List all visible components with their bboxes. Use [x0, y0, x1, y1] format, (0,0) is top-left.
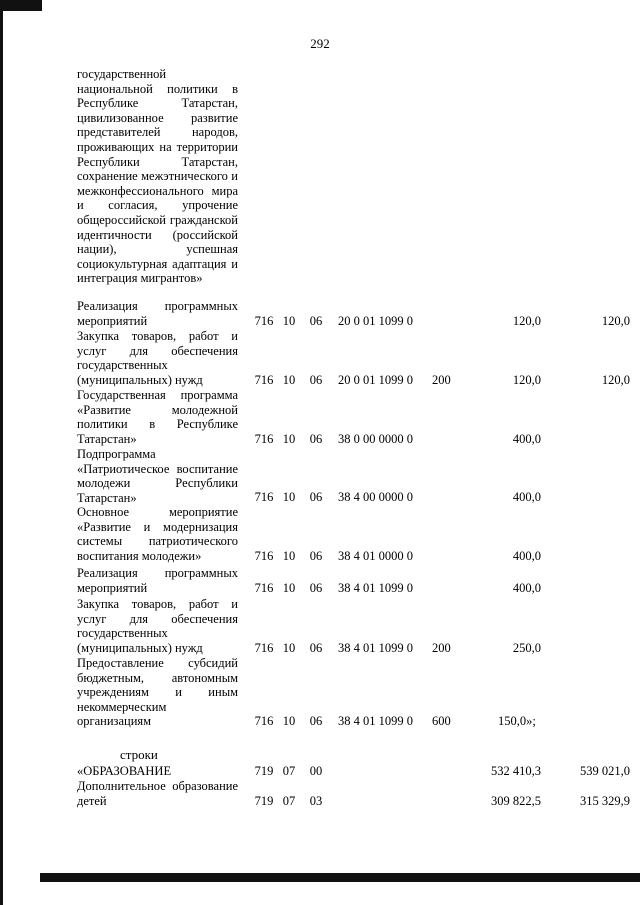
row-4-admin-code: 716	[254, 490, 274, 504]
row-10-description: Дополнительное образование детей	[77, 779, 238, 808]
row-8-description: Предоставление субсидий бюджетным, автономным учреждениям и иным некоммерческим организациям	[77, 656, 238, 729]
row-2-expense-type: 200	[432, 373, 451, 387]
row-3-description: Государственная программа «Развитие молодежной политики в Республике Татарстан»	[77, 388, 238, 446]
row-6-target-article: 38 4 01 1099 0	[338, 581, 413, 595]
page-number: 292	[310, 36, 330, 51]
row-9-amount-year1: 532 410,3	[491, 764, 541, 778]
row-3-amount-year1: 400,0	[512, 432, 541, 446]
row-10-section: 07	[282, 794, 296, 808]
row-1-amount-year2: 120,0	[601, 314, 630, 328]
row-2-admin-code: 716	[254, 373, 274, 387]
separator-word: строки	[120, 747, 158, 762]
row-3-admin-code: 716	[254, 432, 274, 446]
row-2-amount-year1: 120,0	[512, 373, 541, 387]
row-2-target-article: 20 0 01 1099 0	[338, 373, 413, 387]
row-9-description: «ОБРАЗОВАНИЕ	[77, 764, 172, 778]
row-7-amount-year1: 250,0	[512, 641, 541, 655]
row-5-amount-year1: 400,0	[512, 549, 541, 563]
row-8-admin-code: 716	[254, 714, 274, 728]
row-3-section: 10	[282, 432, 296, 446]
row-7-target-article: 38 4 01 1099 0	[338, 641, 413, 655]
row-4-target-article: 38 4 00 0000 0	[338, 490, 413, 504]
row-4-amount-year1: 400,0	[512, 490, 541, 504]
row-1-section: 10	[282, 314, 296, 328]
row-8-target-article: 38 4 01 1099 0	[338, 714, 413, 728]
scan-edge-left	[0, 0, 3, 905]
row-8-expense-type: 600	[432, 714, 451, 728]
row-7-subsection: 06	[309, 641, 323, 655]
row-5-section: 10	[282, 549, 296, 563]
row-9-amount-year2: 539 021,0	[580, 764, 630, 778]
row-4-description: Подпрограмма «Патриотическое воспитание молодежи Республики Татарстан»	[77, 447, 238, 505]
row-7-section: 10	[282, 641, 296, 655]
row-5-target-article: 38 4 01 0000 0	[338, 549, 413, 563]
row-6-section: 10	[282, 581, 296, 595]
row-2-amount-year2: 120,0	[601, 373, 630, 387]
row-10-amount-year2: 315 329,9	[580, 794, 630, 808]
row-2-subsection: 06	[309, 373, 323, 387]
row-10-admin-code: 719	[254, 794, 274, 808]
row-10-subsection: 03	[309, 794, 323, 808]
row-2-section: 10	[282, 373, 296, 387]
row-1-amount-year1: 120,0	[512, 314, 541, 328]
row-4-section: 10	[282, 490, 296, 504]
row-3-target-article: 38 0 00 0000 0	[338, 432, 413, 446]
row-6-admin-code: 716	[254, 581, 274, 595]
row-5-subsection: 06	[309, 549, 323, 563]
row-1-description: Реализация программных мероприятий	[77, 299, 238, 328]
row-7-description: Закупка товаров, работ и услуг для обеспечения государственных (муниципальных) нужд	[77, 597, 238, 655]
row-1-target-article: 20 0 01 1099 0	[338, 314, 413, 328]
row-9-subsection: 00	[309, 764, 323, 778]
row-8-section: 10	[282, 714, 296, 728]
row-9-section: 07	[282, 764, 296, 778]
row-0-description: государственной национальной политики в Республике Татарстан, цивилизованное развитие представителей народов, проживающих на территории Республики Татарстан, сохранение межэтнического и межконфессионального мира и согласия, упрочение общероссийской гражданской идентичности (российской нации), успешная социокультурная адаптация и интеграция мигрантов»	[77, 67, 238, 286]
row-4-subsection: 06	[309, 490, 323, 504]
row-2-description: Закупка товаров, работ и услуг для обеспечения государственных (муниципальных) нужд	[77, 329, 238, 387]
row-6-subsection: 06	[309, 581, 323, 595]
row-1-subsection: 06	[309, 314, 323, 328]
row-1-admin-code: 716	[254, 314, 274, 328]
row-3-subsection: 06	[309, 432, 323, 446]
row-5-admin-code: 716	[254, 549, 274, 563]
row-5-description: Основное мероприятие «Развитие и модернизация системы патриотического воспитания молодежи»	[77, 505, 238, 563]
scan-edge-top	[0, 0, 42, 11]
row-10-amount-year1: 309 822,5	[491, 794, 541, 808]
row-7-expense-type: 200	[432, 641, 451, 655]
row-6-amount-year1: 400,0	[512, 581, 541, 595]
row-8-amount-year1: 150,0»;	[498, 714, 536, 728]
row-9-admin-code: 719	[254, 764, 274, 778]
row-8-subsection: 06	[309, 714, 323, 728]
scan-edge-bottom	[40, 873, 640, 882]
row-6-description: Реализация программных мероприятий	[77, 566, 238, 595]
row-7-admin-code: 716	[254, 641, 274, 655]
